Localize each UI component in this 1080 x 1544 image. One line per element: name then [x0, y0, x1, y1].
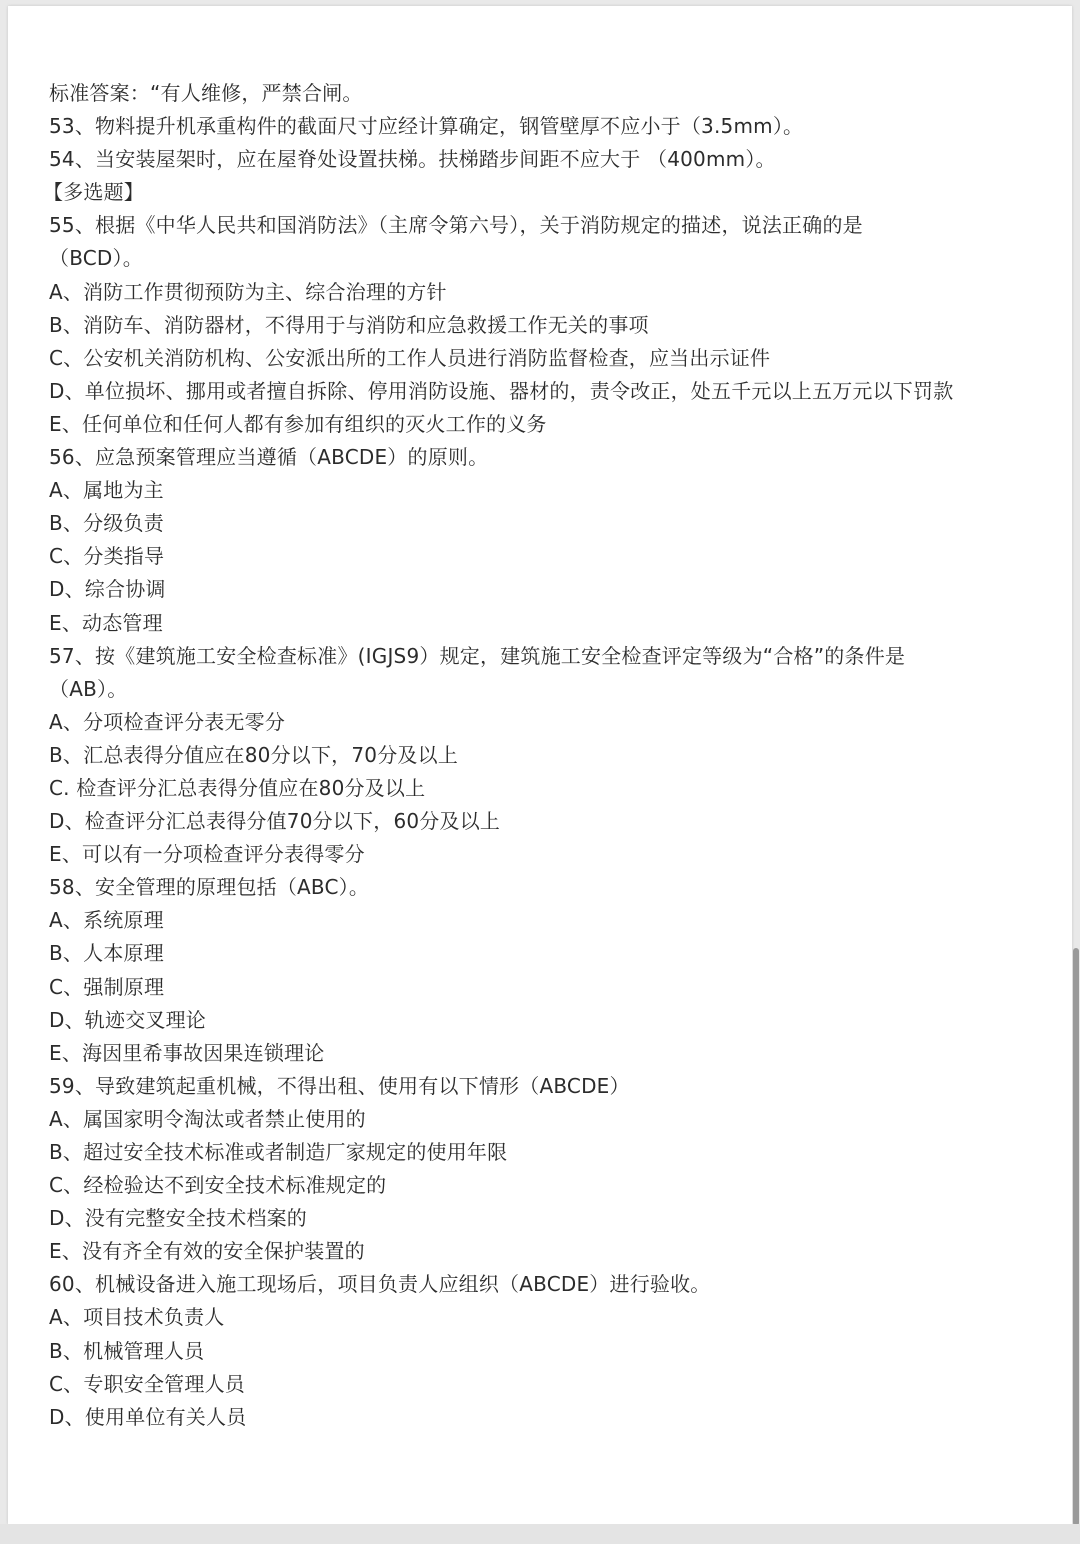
question-60-option-a: A、项目技术负责人 — [49, 1305, 225, 1330]
question-59-option-b: B、超过安全技术标准或者制造厂家规定的使用年限 — [49, 1140, 508, 1164]
question-56-option-d: D、综合协调 — [49, 577, 166, 602]
question-56-option-a: A、属地为主 — [49, 478, 164, 503]
document-content — [43, 77, 1059, 1434]
bottom-page-edge — [0, 1524, 1080, 1544]
question-56-option-e: E、动态管理 — [49, 610, 163, 635]
question-56-option-c: C、分类指导 — [49, 544, 165, 569]
question-56: 56、应急预案管理应当遵循（ABCDE）的原则。 — [49, 445, 489, 470]
question-53: 53、物料提升机承重构件的截面尺寸应经计算确定，钢管壁厚不应小于（3.5mm）。 — [49, 114, 804, 139]
question-54: 54、当安装屋架时，应在屋脊处设置扶梯。扶梯踏步间距不应大于 （400mm）。 — [49, 147, 776, 172]
question-57-option-e: E、可以有一分项检查评分表得零分 — [49, 842, 365, 867]
question-57: 57、按《建筑施工安全检查标准》(IGJS9）规定，建筑施工安全检查评定等级为“合格”的条件是 — [49, 643, 906, 668]
question-58-option-b: B、人本原理 — [49, 941, 164, 966]
question-56-option-b: B、分级负责 — [49, 511, 164, 536]
question-55-option-b: B、消防车、消防器材，不得用于与消防和应急救援工作无关的事项 — [49, 312, 649, 337]
question-58-option-e: E、海因里希事故因果连锁理论 — [49, 1040, 325, 1065]
question-58-option-c: C、强制原理 — [49, 974, 165, 999]
question-57-option-b: B、汇总表得分值应在80分以下，70分及以上 — [49, 742, 459, 767]
question-55-answer: （BCD）。 — [49, 246, 143, 271]
question-59-option-d: D、没有完整安全技术档案的 — [49, 1206, 308, 1231]
question-59-option-e: E、没有齐全有效的安全保护装置的 — [49, 1239, 365, 1264]
question-58-option-d: D、轨迹交叉理论 — [49, 1007, 207, 1032]
question-55-option-a: A、消防工作贯彻预防为主、综合治理的方针 — [49, 279, 447, 304]
question-55-option-c: C、公安机关消防机构、公安派出所的工作人员进行消防监督检查，应当出示证件 — [49, 345, 771, 370]
section-heading-multiple-choice: 【多选题】 — [43, 180, 144, 205]
question-57-option-c: C. 检查评分汇总表得分值应在80分及以上 — [49, 775, 426, 800]
question-58: 58、安全管理的原理包括（ABC）。 — [49, 875, 370, 900]
question-57-option-d: D、检查评分汇总表得分值70分以下，60分及以上 — [49, 809, 501, 834]
question-55-option-d: D、单位损坏、挪用或者擅自拆除、停用消防设施、器材的，责令改正，处五千元以上五万元以下罚款 — [49, 378, 954, 403]
question-60: 60、机械设备进入施工现场后，项目负责人应组织（ABCDE）进行验收。 — [49, 1272, 711, 1297]
question-57-answer: （AB）。 — [49, 676, 128, 701]
question-58-option-a: A、系统原理 — [49, 908, 164, 933]
question-60-option-d: D、使用单位有关人员 — [49, 1404, 247, 1429]
question-59: 59、导致建筑起重机械，不得出租、使用有以下情形（ABCDE） — [49, 1073, 630, 1098]
question-59-option-c: C、经检验达不到安全技术标准规定的 — [49, 1173, 387, 1198]
question-55: 55、根据《中华人民共和国消防法》（主席令第六号），关于消防规定的描述，说法正确的是 — [49, 213, 863, 238]
vertical-scrollbar[interactable] — [1073, 948, 1079, 1526]
question-55-option-e: E、任何单位和任何人都有参加有组织的灭火工作的义务 — [49, 411, 547, 436]
question-59-option-a: A、属国家明令淘汰或者禁止使用的 — [49, 1106, 366, 1131]
question-60-option-b: B、机械管理人员 — [49, 1338, 205, 1363]
question-57-option-a: A、分项检查评分表无零分 — [49, 709, 286, 734]
answer-line: 标准答案：“有人维修，严禁合闸。 — [49, 81, 363, 105]
question-60-option-c: C、专职安全管理人员 — [49, 1371, 245, 1396]
document-page — [8, 6, 1072, 1524]
